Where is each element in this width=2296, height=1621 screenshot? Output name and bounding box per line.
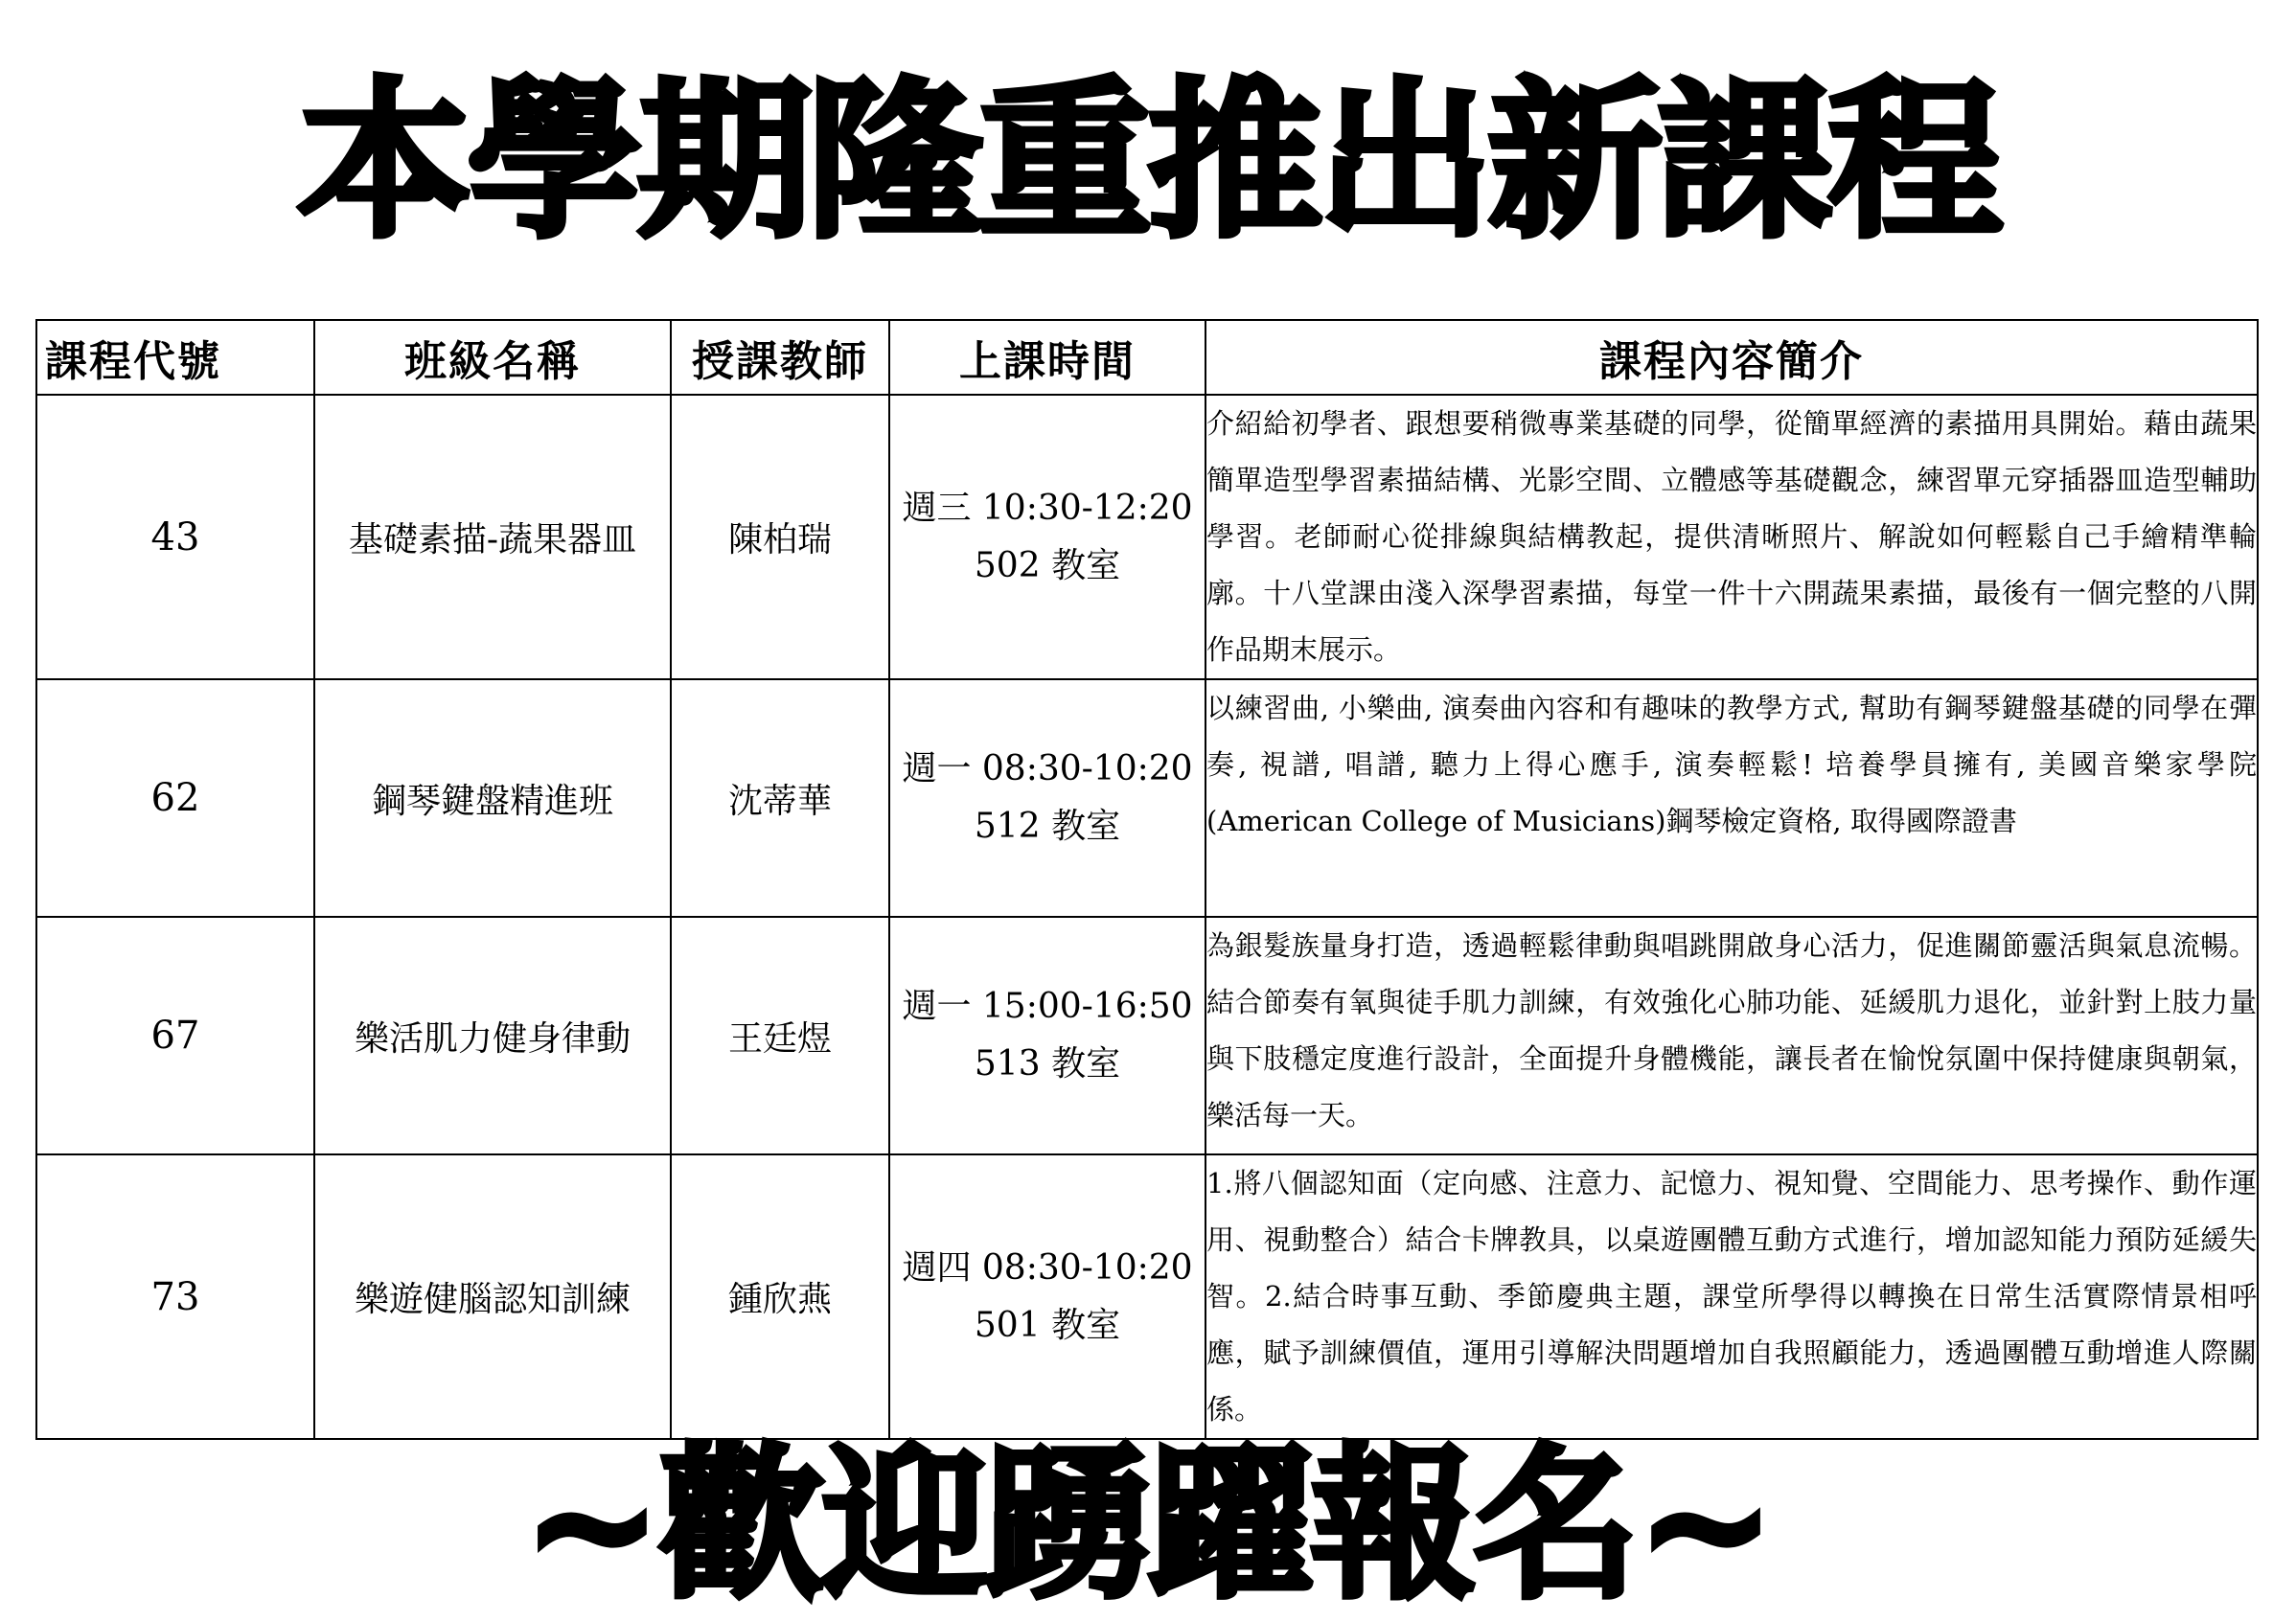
course-description: 為銀髮族量身打造，透過輕鬆律動與唱跳開啟身心活力，促進關節靈活與氣息流暢。結合節奏有氧與徒手肌力訓練，有效強化心肺功能、延緩肌力退化，並針對上肢力量與下肢穩定度進行設計，全面提升身體機能，讓長者在愉悅氛圍中保持健康與朝氣，樂活每一天。 [1205,917,2258,1154]
classroom: 501 教室 [974,1305,1121,1345]
page-title [0,61,2296,263]
class-name: 樂活肌力健身律動 [314,917,671,1154]
class-name: 基礎素描-蔬果器皿 [314,395,671,679]
course-description: 介紹給初學者、跟想要稍微專業基礎的同學，從簡單經濟的素描用具開始。藉由蔬果簡單造型學習素描結構、光影空間、立體感等基礎觀念，練習單元穿插器皿造型輔助學習。老師耐心從排線與結構教起，提供清晰照片、解說如何輕鬆自己手繪精準輪廓。十八堂課由淺入深學習素描，每堂一件十六開蔬果素描，最後有一個完整的八開作品期末展示。 [1205,395,2258,679]
page-title-text: 本學期隆重推出新課程 [297,62,1999,261]
course-code: 43 [36,395,314,679]
class-time: 週四 08:30-10:20 [902,1247,1193,1288]
teacher-name: 沈蒂華 [671,679,889,917]
table-row [36,395,2258,679]
welcome-banner [0,1429,2296,1621]
course-description: 以練習曲, 小樂曲, 演奏曲內容和有趣味的教學方式, 幫助有鋼琴鍵盤基礎的同學在彈奏, 視譜, 唱譜, 聽力上得心應手, 演奏輕鬆! 培養學員擁有, 美國音樂家學院(American College of Musicians)鋼琴檢定資格, 取得國際證書 [1205,679,2258,917]
course-code: 67 [36,917,314,1154]
classroom: 513 教室 [974,1044,1121,1084]
header-class-name: 班級名稱 [314,320,671,395]
course-code: 62 [36,679,314,917]
table-row [36,1154,2258,1439]
class-name: 樂遊健腦認知訓練 [314,1154,671,1439]
class-time-cell [889,679,1205,917]
header-teacher: 授課教師 [671,320,889,395]
class-name: 鋼琴鍵盤精進班 [314,679,671,917]
header-class-time: 上課時間 [889,320,1205,395]
class-time-cell [889,395,1205,679]
course-table [35,319,2259,1440]
teacher-name: 陳柏瑞 [671,395,889,679]
class-time: 週三 10:30-12:20 [902,488,1193,528]
teacher-name: 鍾欣燕 [671,1154,889,1439]
class-time: 週一 08:30-10:20 [902,749,1193,788]
course-description: 1.將八個認知面（定向感、注意力、記憶力、視知覺、空間能力、思考操作、動作運用、視動整合）結合卡牌教具，以桌遊團體互動方式進行，增加認知能力預防延緩失智。2.結合時事互動、季節慶典主題，課堂所學得以轉換在日常生活實際情景相呼應，賦予訓練價值，運用引導解決問題增加自我照顧能力，透過團體互動增進人際關係。 [1205,1154,2258,1439]
header-description: 課程內容簡介 [1205,320,2258,395]
teacher-name: 王廷煜 [671,917,889,1154]
header-course-code: 課程代號 [36,320,314,395]
class-time-cell [889,1154,1205,1439]
table-header-row [36,320,2258,395]
table-row [36,679,2258,917]
classroom: 512 教室 [974,807,1121,846]
classroom: 502 教室 [974,545,1121,585]
welcome-banner-text: ~歡迎踴躍報名~ [522,1428,1774,1621]
table-row [36,917,2258,1154]
course-code: 73 [36,1154,314,1439]
class-time: 週一 15:00-16:50 [902,987,1193,1026]
class-time-cell [889,917,1205,1154]
